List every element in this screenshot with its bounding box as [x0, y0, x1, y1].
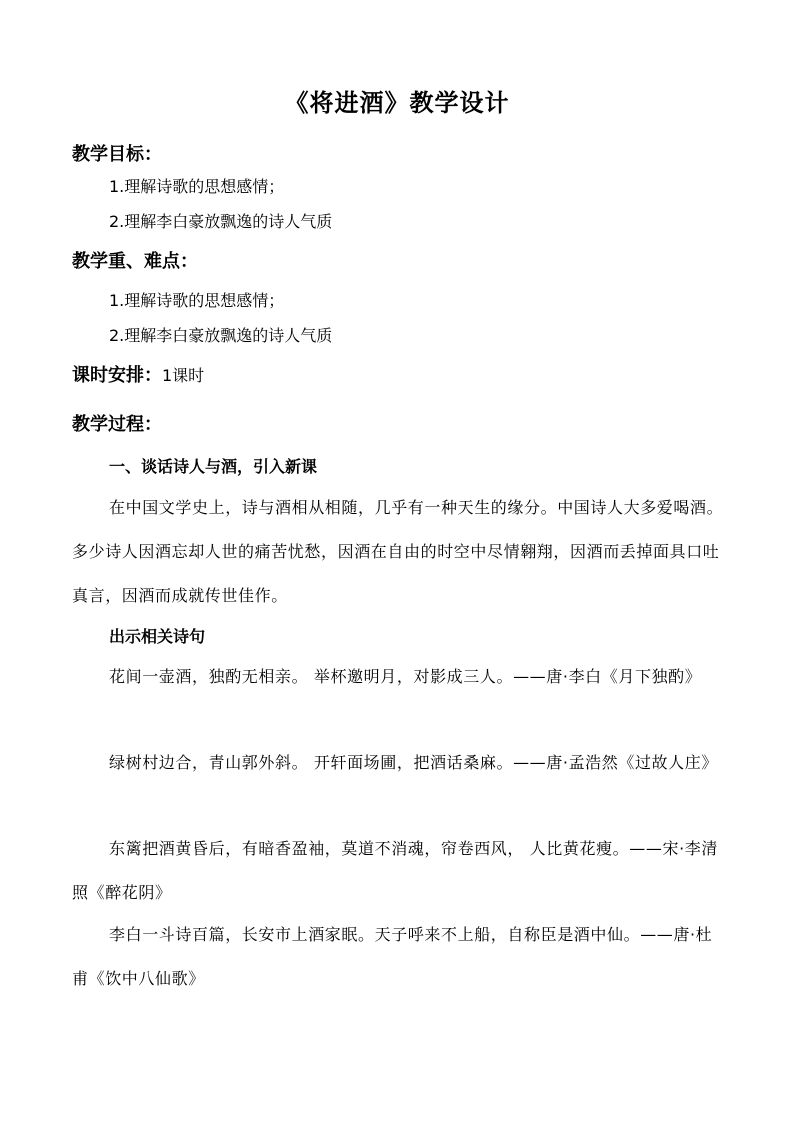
key-points-heading: 教学重、难点： [72, 251, 198, 272]
key-point-item-1: 1.理解诗歌的思想感情； [109, 291, 285, 310]
schedule-value: 1课时 [162, 366, 205, 385]
poem-quote-2: 绿树村边合，青山郭外斜。 开轩面场圃，把酒话桑麻。——唐·孟浩然《过故人庄》 [109, 753, 718, 772]
schedule-heading: 课时安排： [72, 365, 162, 386]
goal-item-2: 2.理解李白豪放飘逸的诗人气质 [109, 212, 333, 231]
goals-heading: 教学目标： [72, 144, 162, 165]
goal-item-1: 1.理解诗歌的思想感情； [109, 177, 285, 196]
schedule-line [72, 362, 204, 390]
poem-quote-3: 东篱把酒黄昏后，有暗香盈袖，莫道不消魂，帘卷西风， 人比黄花瘦。——宋·李清照《醉花阴》 [72, 839, 718, 902]
intro-paragraph: 在中国文学史上，诗与酒相从相随，几乎有一种天生的缘分。中国诗人大多爱喝酒。多少诗人因酒忘却人世的痛苦忧愁，因酒在自由的时空中尽情翱翔，因酒而丢掉面具口吐真言，因酒而成就传世佳作。 [72, 498, 724, 605]
poem-quote-4: 李白一斗诗百篇，长安市上酒家眠。天子呼来不上船，自称臣是酒中仙。——唐·杜甫《饮中八仙歌》 [72, 925, 713, 988]
key-point-item-2: 2.理解李白豪放飘逸的诗人气质 [109, 326, 333, 345]
section1-title: 一、谈话诗人与酒，引入新课 [109, 457, 318, 476]
process-heading: 教学过程： [72, 414, 162, 435]
poem-quote-1: 花间一壶酒，独酌无相亲。 举杯邀明月，对影成三人。——唐·李白《月下独酌》 [109, 667, 702, 686]
document-title: 《将进酒》教学设计 [284, 89, 510, 117]
poems-title: 出示相关诗句 [109, 627, 206, 646]
